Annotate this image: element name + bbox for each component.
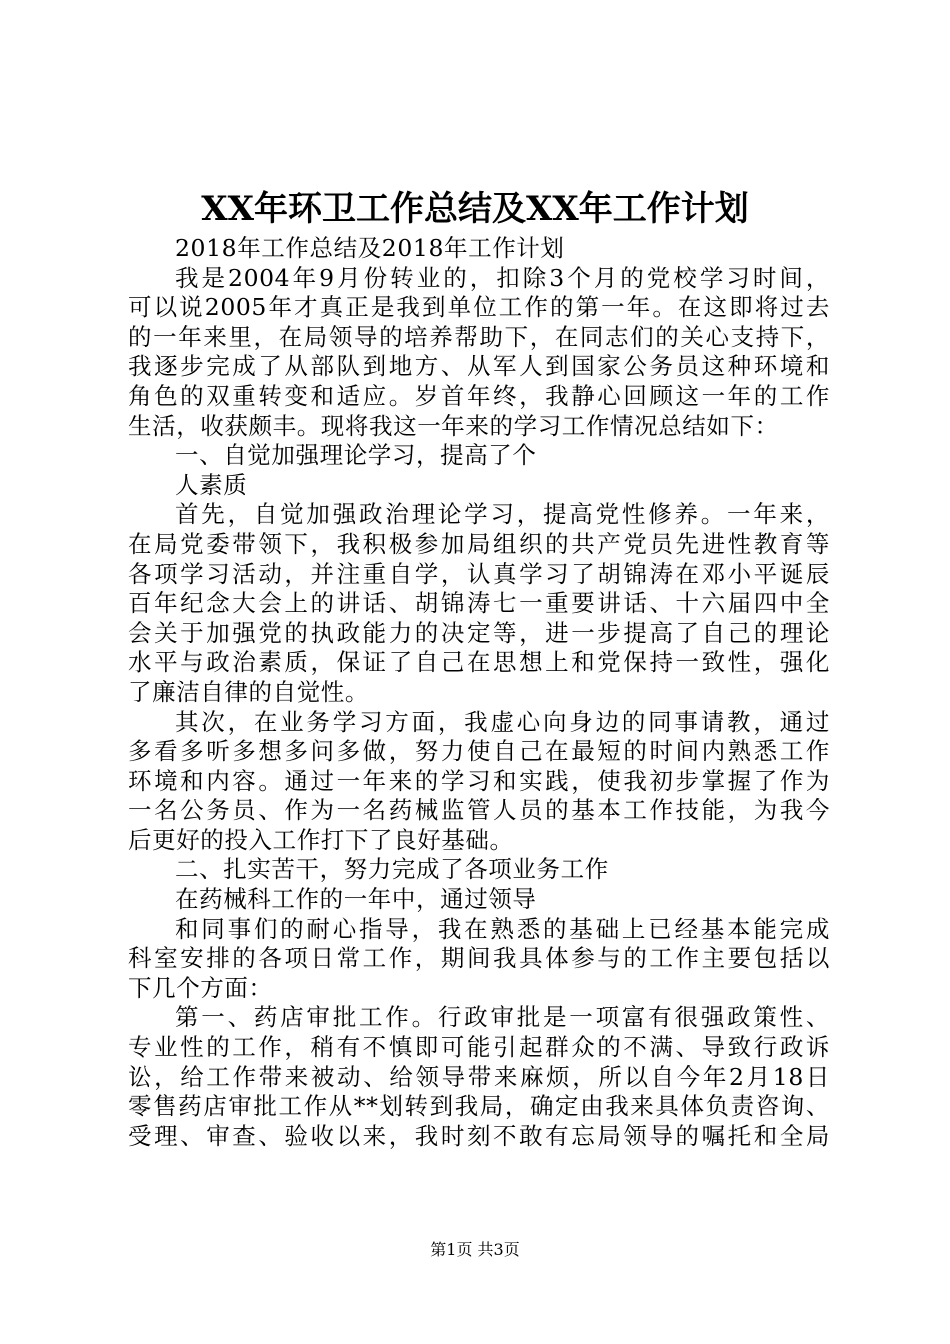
body-line: 一名公务员、作为一名药械监管人员的基本工作技能，为我今 [128,796,830,825]
body-line: 首先，自觉加强政治理论学习，提高党性修养。一年来， [175,500,830,529]
body-line: 多看多听多想多问多做，努力使自己在最短的时间内熟悉工作 [128,737,830,766]
body-line: 我是2004年9月份转业的，扣除3个月的党校学习时间， [175,263,830,292]
body-line: 零售药店审批工作从**划转到我局，确定由我来具体负责咨询、 [128,1092,830,1121]
body-line: 专业性的工作，稍有不慎即可能引起群众的不满、导致行政诉 [128,1033,830,1062]
body-line: 的一年来里，在局领导的培养帮助下，在同志们的关心支持下， [128,322,830,351]
body-line: 了廉洁自律的自觉性。 [128,677,369,706]
body-line: 后更好的投入工作打下了良好基础。 [128,825,514,854]
body-line: 水平与政治素质，保证了自己在思想上和党保持一致性，强化 [128,648,830,677]
body-line: 百年纪念大会上的讲话、胡锦涛七一重要讲话、十六届四中全 [128,589,830,618]
body-line: 我逐步完成了从部队到地方、从军人到国家公务员这种环境和 [128,352,830,381]
body-line: 生活，收获颇丰。现将我这一年来的学习工作情况总结如下： [128,411,779,440]
body-line: 各项学习活动，并注重自学，认真学习了胡锦涛在邓小平诞辰 [128,559,830,588]
body-line: 在局党委带领下，我积极参加局组织的共产党员先进性教育等 [128,529,830,558]
body-line: 在药械科工作的一年中，通过领导 [175,885,537,914]
body-line: 讼，给工作带来被动、给领导带来麻烦，所以自今年2月18日 [128,1062,830,1091]
body-line: 受理、审查、验收以来，我时刻不敢有忘局领导的嘱托和全局 [128,1121,830,1150]
body-line: 二、扎实苦干，努力完成了各项业务工作 [175,855,609,884]
body-line: 下几个方面： [128,973,273,1002]
body-line: 其次，在业务学习方面，我虚心向身边的同事请教，通过 [175,707,830,736]
document-title: XX年环卫工作总结及XX年工作计划 [201,189,749,229]
body-line: 和同事们的耐心指导，我在熟悉的基础上已经基本能完成 [175,914,830,943]
body-line: 人素质 [175,470,248,499]
body-line: 第一、药店审批工作。行政审批是一项富有很强政策性、 [175,1003,830,1032]
body-line: 环境和内容。通过一年来的学习和实践，使我初步掌握了作为 [128,766,830,795]
page-footer: 第1页 共3页 [430,1240,520,1259]
body-line: 可以说2005年才真正是我到单位工作的第一年。在这即将过去 [128,293,830,322]
body-line: 会关于加强党的执政能力的决定等，进一步提高了自己的理论 [128,618,830,647]
body-line: 科室安排的各项日常工作，期间我具体参与的工作主要包括以 [128,944,830,973]
body-line: 2018年工作总结及2018年工作计划 [175,234,565,262]
document-body [128,234,830,1151]
body-line: 角色的双重转变和适应。岁首年终，我静心回顾这一年的工作 [128,381,830,410]
body-line: 一、自觉加强理论学习，提高了个 [175,441,537,470]
